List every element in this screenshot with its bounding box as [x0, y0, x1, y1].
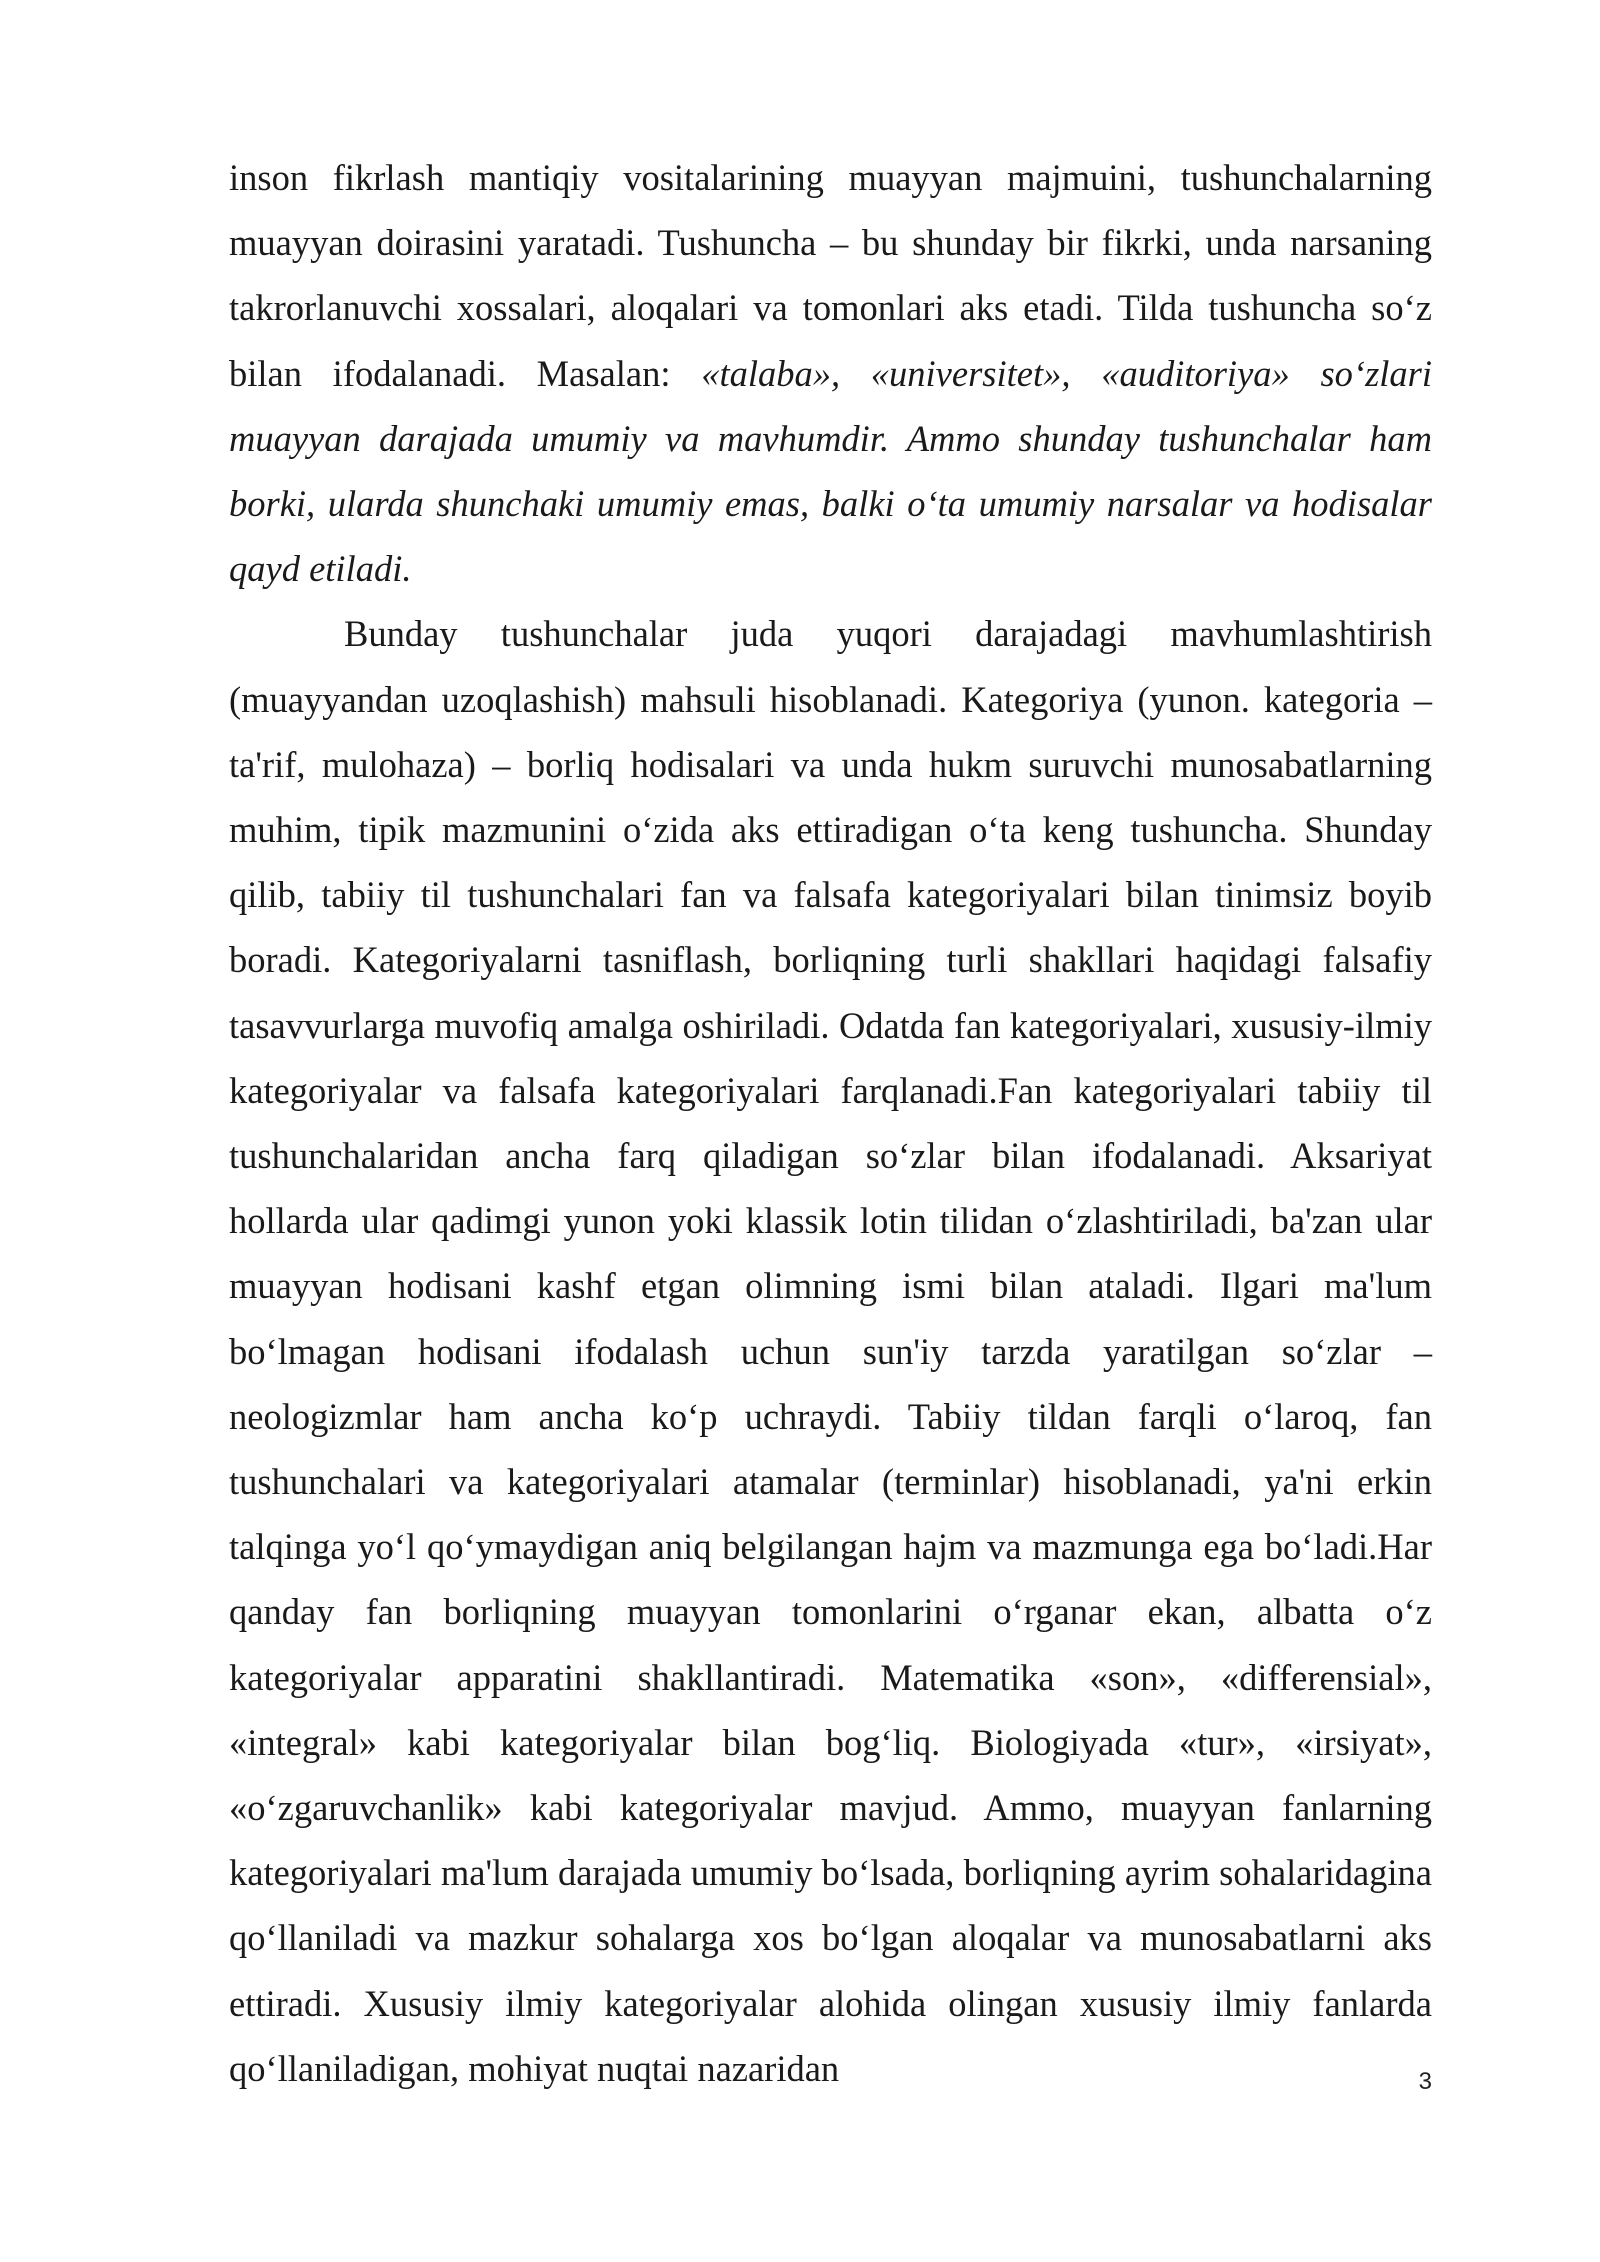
paragraph-1-italic-text: «talaba», «universitet», «auditoriya» so‘zlari muayyan darajada umumiy va mavhumdir. Ammo shunday tushunchalar ham borki, ularda shunchaki umumiy emas, balki o‘ta umumiy narsalar va hodisalar qayd etiladi. — [229, 352, 1433, 590]
page-number: 3 — [1418, 2068, 1432, 2095]
paragraph-1 — [229, 145, 1432, 601]
body-text — [229, 145, 1432, 2101]
paragraph-1-text: inson fikrlash mantiqiy vositalarining muayyan majmuini, tushunchalarning muayyan doirasini yaratadi. Tushuncha – bu shunday bir fikrki, unda narsaning takrorlanuvchi xossalari, aloqalari va tomonlari aks etadi. Tilda tushuncha so‘z bilan ifodalanadi. Masalan: — [229, 157, 1432, 394]
paragraph-2: Bunday tushunchalar juda yuqori darajadagi mavhumlashtirish (muayyandan uzoqlashish) mahsuli hisoblanadi. Kategoriya (yunon. kategoria – ta'rif, mulohaza) – borliq hodisalari va unda hukm suruvchi munosabatlarning muhim, tipik mazmunini o‘zida aks ettiradigan o‘ta keng tushuncha. Shunday qilib, tabiiy til tushunchalari fan va falsafa kategoriyalari bilan tinimsiz boyib boradi. Kategoriyalarni tasniflash, borliqning turli shakllari haqidagi falsafiy tasavvurlarga muvofiq amalga oshiriladi. Odatda fan kategoriyalari, xususiy-ilmiy kategoriyalar va falsafa kategoriyalari farqlanadi.Fan kategoriyalari tabiiy til tushunchalaridan ancha farq qiladigan so‘zlar bilan ifodalanadi. Aksariyat hollarda ular qadimgi yunon yoki klassik lotin tilidan o‘zlashtiriladi, ba'zan ular muayyan hodisani kashf etgan olimning ismi bilan ataladi. Ilgari ma'lum bo‘lmagan hodisani ifodalash uchun sun'iy tarzda yaratilgan so‘zlar – neologizmlar ham ancha ko‘p uchraydi. Tabiiy tildan farqli o‘laroq, fan tushunchalari va kategoriyalari atamalar (terminlar) hisoblanadi, ya'ni erkin talqinga yo‘l qo‘ymaydigan aniq belgilangan hajm va mazmunga ega bo‘ladi.Har qanday fan borliqning muayyan tomonlarini o‘rganar ekan, albatta o‘z kategoriyalar apparatini shakllantiradi. Matematika «son», «differensial», «integral» kabi kategoriyalar bilan bog‘liq. Biologiyada «tur», «irsiyat», «o‘zgaruvchanlik» kabi kategoriyalar mavjud. Ammo, muayyan fanlarning kategoriyalari ma'lum darajada umumiy bo‘lsada, borliqning ayrim sohalaridagina qo‘llaniladi va mazkur sohalarga xos bo‘lgan aloqalar va munosabatlarni aks ettiradi. Xususiy ilmiy kategoriyalar alohida olingan xususiy ilmiy fanlarda qo‘llaniladigan, mohiyat nuqtai nazaridan — [229, 613, 1432, 2089]
